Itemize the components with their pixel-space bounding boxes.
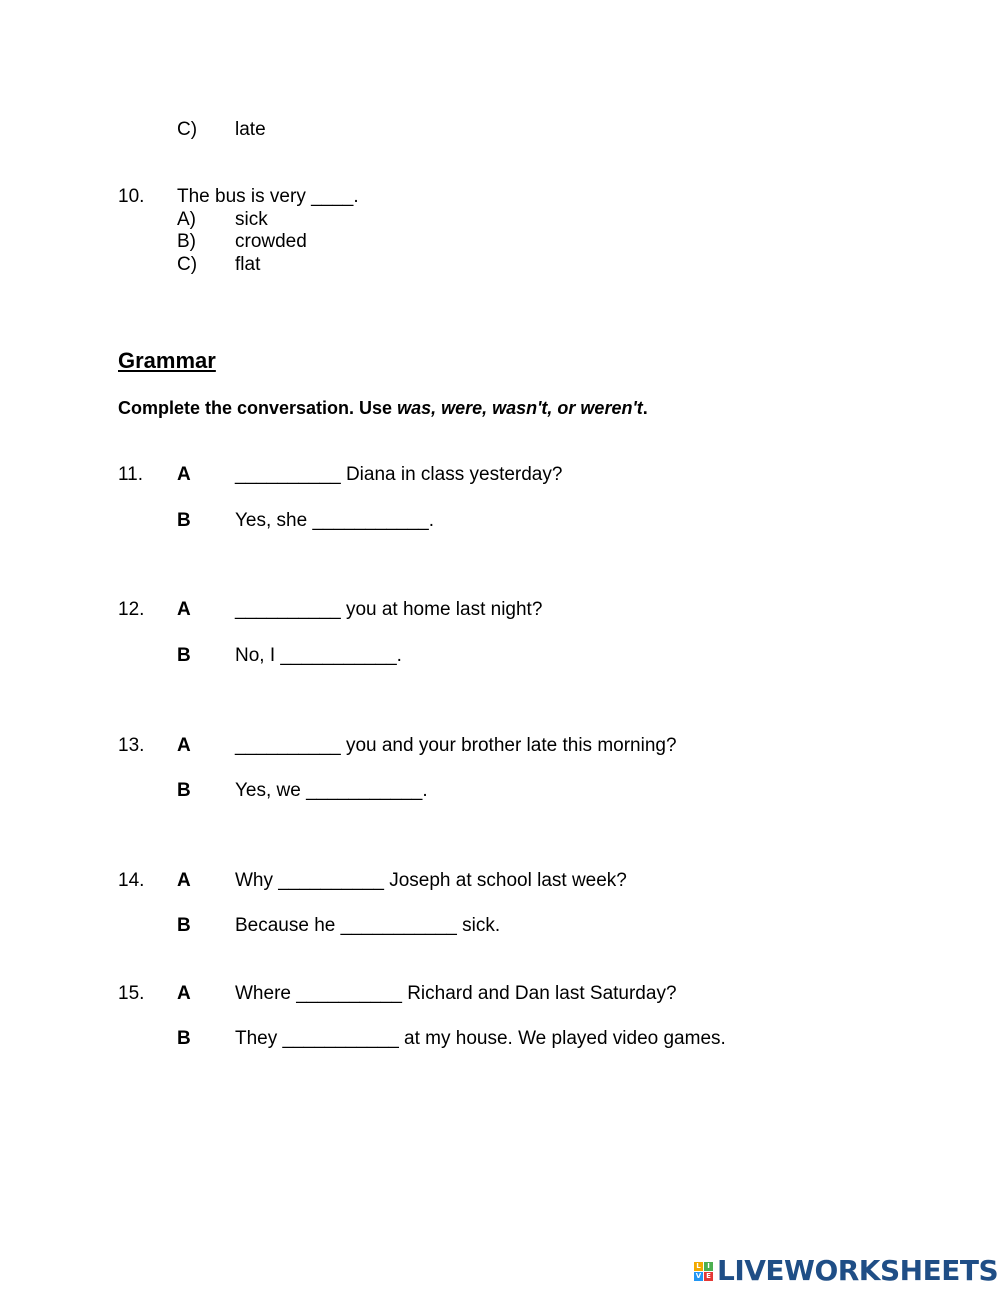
logo-mark-letter: E	[704, 1272, 713, 1281]
line-b: Yes, we ___________.	[235, 780, 428, 801]
speaker-a: A	[177, 464, 191, 485]
option-letter: C)	[177, 254, 198, 275]
speaker-b: B	[177, 510, 191, 531]
instruction-end: .	[642, 398, 648, 418]
line-b: Yes, she ___________.	[235, 510, 434, 531]
speaker-b: B	[177, 780, 191, 801]
speaker-a: A	[177, 599, 191, 620]
speaker-a: A	[177, 870, 191, 891]
speaker-b: B	[177, 915, 191, 936]
line-a: Where __________ Richard and Dan last Saturday?	[235, 983, 677, 1004]
item-number: 15.	[118, 983, 145, 1004]
line-b: No, I ___________.	[235, 645, 402, 666]
instruction-words: was, were, wasn't, or weren't	[397, 398, 643, 418]
line-a: __________ Diana in class yesterday?	[235, 464, 563, 485]
option-text: flat	[235, 254, 261, 275]
question-stem: The bus is very ____.	[177, 186, 359, 207]
section-heading: Grammar	[118, 348, 216, 373]
option-text: crowded	[235, 231, 307, 252]
speaker-a: A	[177, 983, 191, 1004]
line-a: __________ you at home last night?	[235, 599, 543, 620]
speaker-b: B	[177, 1028, 191, 1049]
logo-mark-letter: L	[694, 1262, 703, 1271]
logo-text: LIVEWORKSHEETS	[717, 1254, 999, 1287]
option-letter: B)	[177, 231, 196, 252]
option-letter: A)	[177, 209, 196, 230]
logo-mark-letter: V	[695, 1271, 702, 1280]
instruction	[118, 397, 648, 419]
item-number: 11.	[118, 464, 144, 485]
speaker-a: A	[177, 735, 191, 756]
option-letter: C)	[177, 119, 198, 140]
instruction-text: Complete the conversation. Use	[118, 398, 398, 418]
option-text: late	[235, 119, 266, 140]
speaker-b: B	[177, 645, 191, 666]
question-number: 10.	[118, 186, 145, 207]
option-text: sick	[235, 209, 268, 230]
line-b: Because he ___________ sick.	[235, 915, 501, 936]
line-a: __________ you and your brother late this morning?	[235, 735, 677, 756]
logo-mark-letter: I	[704, 1262, 713, 1271]
line-a: Why __________ Joseph at school last week?	[235, 870, 627, 891]
item-number: 14.	[118, 870, 145, 891]
item-number: 12.	[118, 599, 145, 620]
liveworksheets-logo	[694, 1254, 999, 1287]
logo-mark-icon	[694, 1262, 713, 1281]
item-number: 13.	[118, 735, 145, 756]
line-b: They ___________ at my house. We played video games.	[235, 1028, 726, 1049]
